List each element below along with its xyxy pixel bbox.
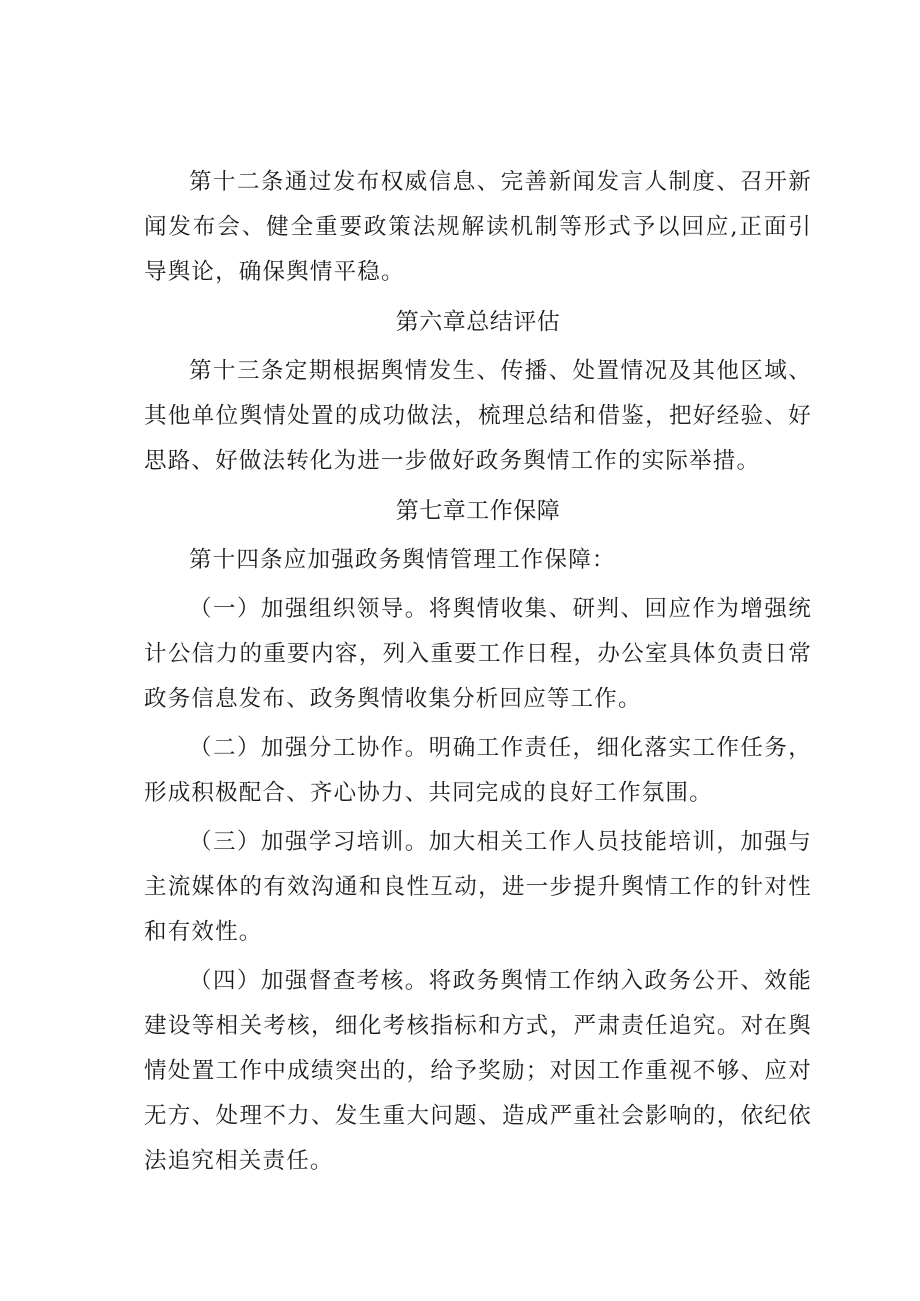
document-page (144, 160, 812, 1184)
article-14-intro-paragraph: 第十四条应加强政务舆情管理工作保障： (189, 547, 616, 573)
article-14-item-3: （三）加强学习培训。加大相关工作人员技能培训，加强与主流媒体的有效沟通和良性互动，进一步提升舆情工作的针对性和有效性。 (144, 829, 812, 945)
chapter-7-heading: 第七章工作保障 (395, 498, 561, 524)
article-13-paragraph: 第十三条定期根据舆情发生、传播、处置情况及其他区域、其他单位舆情处置的成功做法，梳理总结和借鉴，把好经验、好思路、好做法转化为进一步做好政务舆情工作的实际举措。 (144, 358, 812, 474)
article-12-paragraph: 第十二条通过发布权威信息、完善新闻发言人制度、召开新闻发布会、健全重要政策法规解读机制等形式予以回应,正面引导舆论，确保舆情平稳。 (144, 169, 812, 285)
article-14-item-4: （四）加强督查考核。将政务舆情工作纳入政务公开、效能建设等相关考核，细化考核指标和方式，严肃责任追究。对在舆情处置工作中成绩突出的，给予奖励；对因工作重视不够、应对无方、处理不力、发生重大问题、造成严重社会影响的，依纪依法追究相关责任。 (144, 968, 812, 1174)
article-14-item-1: （一）加强组织领导。将舆情收集、研判、回应作为增强统计公信力的重要内容，列入重要工作日程，办公室具体负责日常政务信息发布、政务舆情收集分析回应等工作。 (144, 596, 812, 712)
chapter-6-heading: 第六章总结评估 (395, 309, 561, 335)
article-14-item-2: （二）加强分工协作。明确工作责任，细化落实工作任务，形成积极配合、齐心协力、共同完成的良好工作氛围。 (144, 735, 812, 806)
